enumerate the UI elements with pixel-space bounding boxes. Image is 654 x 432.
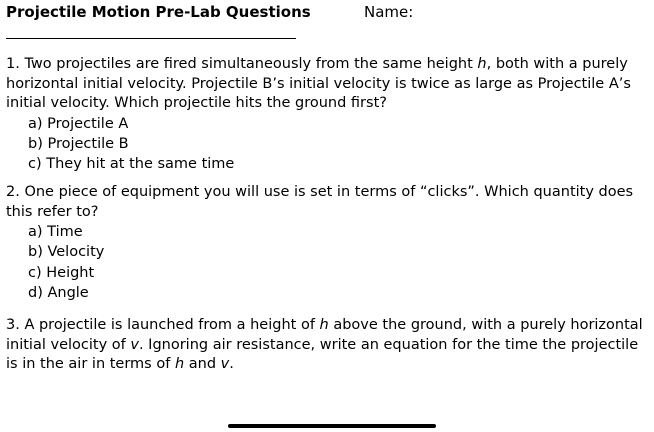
page-title: Projectile Motion Pre-Lab Questions	[6, 3, 311, 21]
question-3	[6, 316, 650, 375]
question-2-text: 2. One piece of equipment you will use is set in terms of “clicks”. Which quantity does this refer to?	[6, 184, 634, 220]
question-2-option-b: b) Velocity	[28, 244, 105, 261]
question-2-option-d: d) Angle	[28, 284, 89, 301]
name-label: Name:	[364, 3, 414, 21]
question-1	[6, 55, 650, 174]
question-2-option-a: a) Time	[28, 224, 83, 240]
question-1-option-c: c) They hit at the same time	[28, 156, 235, 173]
name-underline	[6, 38, 296, 39]
question-3-text: 3. A projectile is launched from a height of h above the ground, with a purely horizontal initial velocity of v. Ignoring air resistance, write an equation for the time the projectile is in the air in terms of h and v.	[6, 317, 643, 372]
question-1-text: 1. Two projectiles are fired simultaneously from the same height h, both with a purely horizontal initial velocity. Projectile B’s initial velocity is twice as large as Projectile A’s initial velocity. Which projectile hits the ground first?	[6, 56, 631, 111]
question-1-options	[6, 114, 650, 175]
home-indicator[interactable]	[228, 424, 436, 428]
question-2-option-c: c) Height	[28, 264, 95, 281]
question-2	[6, 183, 650, 303]
question-2-options	[6, 222, 650, 303]
question-1-option-b: b) Projectile B	[28, 135, 129, 152]
question-1-option-a: a) Projectile A	[28, 115, 129, 132]
